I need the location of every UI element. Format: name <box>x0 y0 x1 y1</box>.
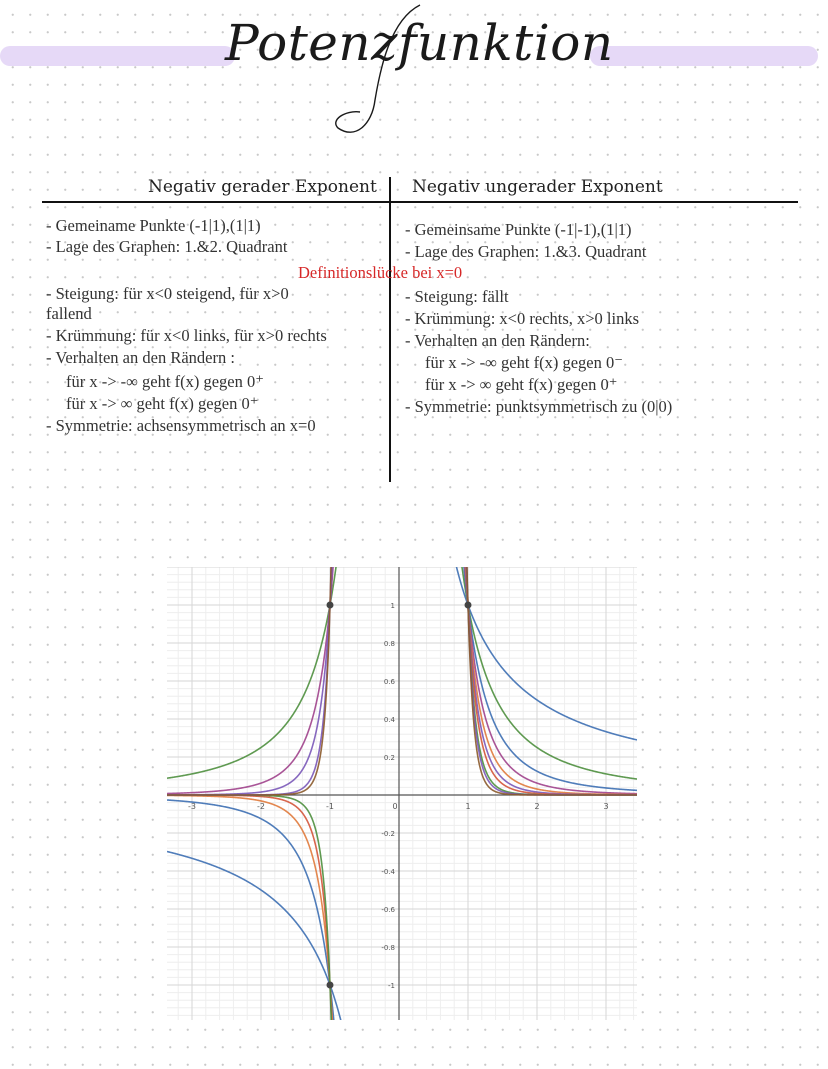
x-tick-label: 0 <box>392 802 398 811</box>
intersection-point <box>327 982 334 989</box>
right-line-points: - Gemeinsame Punkte (-1|-1),(1|1) <box>405 220 632 239</box>
y-tick-label: 0.4 <box>383 716 395 724</box>
y-tick-label: 0.2 <box>383 754 395 762</box>
x-tick-label: 2 <box>534 802 540 811</box>
definition-gap-note: Definitionslücke bei x=0 <box>298 263 463 282</box>
left-line-curvature: - Krümmung: für x<0 links, für x>0 rechts <box>46 326 327 345</box>
y-tick-label: -1 <box>388 982 395 990</box>
left-line-behavior: - Verhalten an den Rändern : <box>46 348 235 367</box>
left-column-heading: Negativ gerader Exponent <box>148 177 377 197</box>
left-line-points: - Gemeiname Punkte (-1|1),(1|1) <box>46 216 261 235</box>
intersection-point <box>327 602 334 609</box>
x-tick-label: -2 <box>257 802 265 811</box>
title-flourish-decoration <box>330 0 450 150</box>
right-line-symmetry: - Symmetrie: punktsymmetrisch zu (0|0) <box>405 397 673 416</box>
y-tick-label: -0.4 <box>381 868 395 876</box>
y-tick-label: -0.6 <box>381 906 395 914</box>
y-tick-label: -0.8 <box>381 944 395 952</box>
y-tick-label: -0.2 <box>381 830 395 838</box>
left-line-slope-cont: fallend <box>46 304 92 323</box>
title-band-right <box>590 46 818 66</box>
y-tick-label: 1 <box>390 602 395 610</box>
intersection-point <box>465 602 472 609</box>
left-line-behavior-neg: für x -> -∞ geht f(x) gegen 0⁺ <box>66 372 264 391</box>
right-line-behavior: - Verhalten an den Rändern: <box>405 331 590 350</box>
right-line-behavior-pos: für x -> ∞ geht f(x) gegen 0⁺ <box>425 375 618 394</box>
right-line-slope: - Steigung: fällt <box>405 287 509 306</box>
function-graph <box>167 567 637 1020</box>
page-title: Potenzfunktion <box>225 14 614 72</box>
left-line-symmetry: - Symmetrie: achsensymmetrisch an x=0 <box>46 416 316 435</box>
x-tick-label: -3 <box>188 802 196 811</box>
left-line-slope: - Steigung: für x<0 steigend, für x>0 <box>46 284 289 303</box>
x-tick-label: 1 <box>465 802 471 811</box>
table-vertical-divider <box>389 177 391 482</box>
left-line-behavior-pos: für x -> ∞ geht f(x) gegen 0⁺ <box>66 394 259 413</box>
x-tick-label: 3 <box>603 802 609 811</box>
right-line-quadrant: - Lage des Graphen: 1.&3. Quadrant <box>405 242 647 261</box>
right-column-heading: Negativ ungerader Exponent <box>412 177 663 197</box>
title-band-left <box>0 46 235 66</box>
left-line-quadrant: - Lage des Graphen: 1.&2. Quadrant <box>46 237 288 256</box>
table-horizontal-divider <box>42 201 798 203</box>
right-line-curvature: - Krümmung: x<0 rechts, x>0 links <box>405 309 640 328</box>
y-tick-label: 0.8 <box>383 640 395 648</box>
x-tick-label: -1 <box>326 802 334 811</box>
y-tick-label: 0.6 <box>383 678 395 686</box>
right-line-behavior-neg: für x -> -∞ geht f(x) gegen 0⁻ <box>425 353 623 372</box>
